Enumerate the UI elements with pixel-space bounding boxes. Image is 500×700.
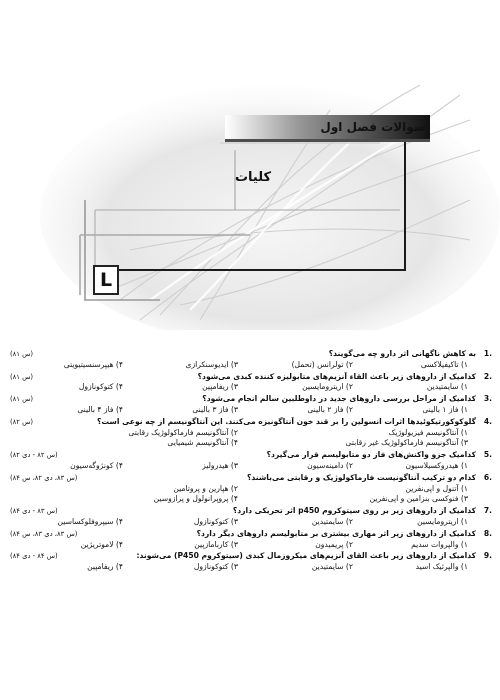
question-5 (8, 450, 492, 472)
answer-option: ۳) کتوکونازول (193, 516, 238, 526)
answer-option: ۱) آنتاگونیسم فیزیولوژیک (388, 427, 468, 437)
question-source: (س ۸۳، دی ۸۳، س ۸۴) (10, 529, 78, 538)
answer-option: ۴) هیپرسنسیتیویتی (63, 359, 123, 369)
question-number: .5 (483, 450, 492, 460)
answer-option: ۲) سایمتیدین (311, 562, 353, 572)
question-3 (8, 394, 492, 416)
answer-option: ۱) تاکیفیلاکسی (420, 359, 468, 369)
question-source: (س ۸۲ - دی ۸۲) (10, 451, 58, 460)
answer-option: ۲) تولرانس (تحمل) (291, 359, 353, 369)
answer-option: ۱) اریترومایسین (417, 516, 468, 526)
answer-option: ۲) سایمتیدین (311, 516, 353, 526)
question-source: (س ۸۱) (10, 372, 34, 381)
answer-option: ۳) فاز ۳ بالینی (192, 404, 238, 414)
answer-option: ۴) آنتاگونیسم شیمیایی (167, 438, 238, 448)
answer-option: ۴) پروپرانولول و پرازوسین (153, 494, 238, 504)
answer-option: ۲) دامینه‌سیون (307, 460, 353, 470)
question-2 (8, 372, 492, 394)
answer-option: ۱) والپروات سدیم (411, 539, 468, 549)
answer-option: ۳) کاربامازپین (194, 539, 238, 549)
cover-art (0, 0, 500, 330)
question-text: کدامیک از داروهای زیر باعث القای آنزیم‌های میکروزمال کبدی (سیتوکروم P450) می‌شوند: (136, 551, 476, 561)
answer-option: ۴) سیپروفلوکساسین (57, 516, 123, 526)
question-number: .1 (483, 349, 492, 358)
question-source: (س ۸۱) (10, 395, 34, 404)
question-text: کدامیک از مراحل بررسی داروهای جدید در داوطلبین سالم انجام می‌شود؟ (202, 394, 476, 404)
answer-option: ۱) والپرئیک اسید (415, 562, 468, 572)
answer-options (8, 494, 492, 505)
question-list (8, 349, 492, 574)
question-text: کدام دو ترکیب آنتاگونیست فارماکولوژیک و رقابتی می‌باشند؟ (246, 472, 476, 482)
question-text: گلوکوکورتیکوئیدها اثرات انسولین را بر قند خون آنتاگونیزه می‌کنند. این آنتاگونیسم از چه نوعی است؟ (96, 416, 476, 426)
answer-options (8, 428, 492, 439)
answer-option: ۳) آنتاگونیسم فارماکولوژیک غیر رقابتی (345, 438, 468, 448)
answer-option: ۱) هیدروکسیلاسیون (405, 460, 468, 470)
chapter-title: سوالات فصل اول (320, 120, 426, 134)
answer-option: ۳) کتوکونازول (193, 562, 238, 572)
question-4 (8, 417, 492, 449)
answer-options (8, 562, 492, 573)
question-number: .9 (483, 551, 492, 561)
question-text: کدامیک از داروهای زیر اثر مهاری بیشتری بر متابولیسم داروهای دیگر دارد؟ (196, 528, 476, 538)
question-number: .2 (483, 371, 492, 381)
answer-option: ۳) فنوکسی بنزامین و اپی‌نفرین (369, 494, 468, 504)
question-number: .6 (483, 472, 492, 482)
answer-options (8, 360, 492, 371)
answer-option: ۴) کونژوگه‌سیون (70, 460, 123, 470)
answer-option: ۴) فاز ۴ بالینی (77, 404, 123, 414)
answer-option: ۲) فاز ۲ بالینی (307, 404, 353, 414)
question-text: کدامیک از داروهای زیر بر روی سیتوکروم p450 اثر تحریکی دارد؟ (232, 506, 476, 516)
answer-options (8, 540, 492, 551)
answer-option: ۳) ریفامپین (202, 382, 238, 392)
answer-option: ۱) سایمتیدین (426, 382, 468, 392)
question-text: به کاهش ناگهانی اثر دارو چه می‌گویند؟ (328, 349, 476, 358)
answer-option: ۴) کتوکونازول (78, 382, 123, 392)
answer-options (8, 382, 492, 393)
answer-option: ۲) آنتاگونیسم فارماکولوژیک رقابتی (128, 427, 238, 437)
question-source: (س ۸۳، دی ۸۲، س ۸۴) (10, 473, 78, 482)
question-7 (8, 506, 492, 528)
answer-option: ۱) آتنول و اپی‌نفرین (405, 483, 468, 493)
answer-options (8, 461, 492, 472)
answer-option: ۳) هیدرولیز (202, 460, 238, 470)
question-source: (س ۸۱) (10, 350, 34, 358)
question-source: (س ۸۲) (10, 417, 34, 426)
answer-option: ۲) پریمیدون (315, 539, 353, 549)
answer-options (8, 517, 492, 528)
answer-options (8, 484, 492, 495)
question-source: (س ۸۴ - دی ۸۴) (10, 552, 58, 561)
title-bar-underline (225, 139, 430, 142)
question-number: .4 (483, 416, 492, 426)
answer-option: ۱) فاز ۱ بالینی (422, 404, 468, 414)
question-8 (8, 529, 492, 551)
answer-option: ۲) هپارین و پروتامین (173, 483, 238, 493)
question-source: (س ۸۳ - دی ۸۴) (10, 507, 58, 516)
question-9 (8, 551, 492, 573)
section-title: کلیات (234, 170, 272, 185)
answer-option: ۴) لاموتریژین (80, 539, 123, 549)
question-text: کدامیک جزو واکنش‌های فاز دو متابولیسم قرار می‌گیرد؟ (266, 450, 476, 460)
chapter-letter-box: L (93, 265, 119, 295)
question-text: کدامیک از داروهای زیر باعث القاء آنزیم‌های متابولیزه کننده کبدی می‌شود؟ (197, 371, 476, 381)
question-number: .8 (483, 528, 492, 538)
answer-option: ۴) ریفامپین (87, 562, 123, 572)
answer-option: ۳) ایدیوسنکرازی (185, 359, 238, 369)
question-number: .7 (483, 506, 492, 516)
question-1 (8, 349, 492, 371)
answer-option: ۲) اریترومایسین (302, 382, 353, 392)
answer-options (8, 405, 492, 416)
question-6 (8, 473, 492, 505)
question-number: .3 (483, 394, 492, 404)
answer-options (8, 438, 492, 449)
